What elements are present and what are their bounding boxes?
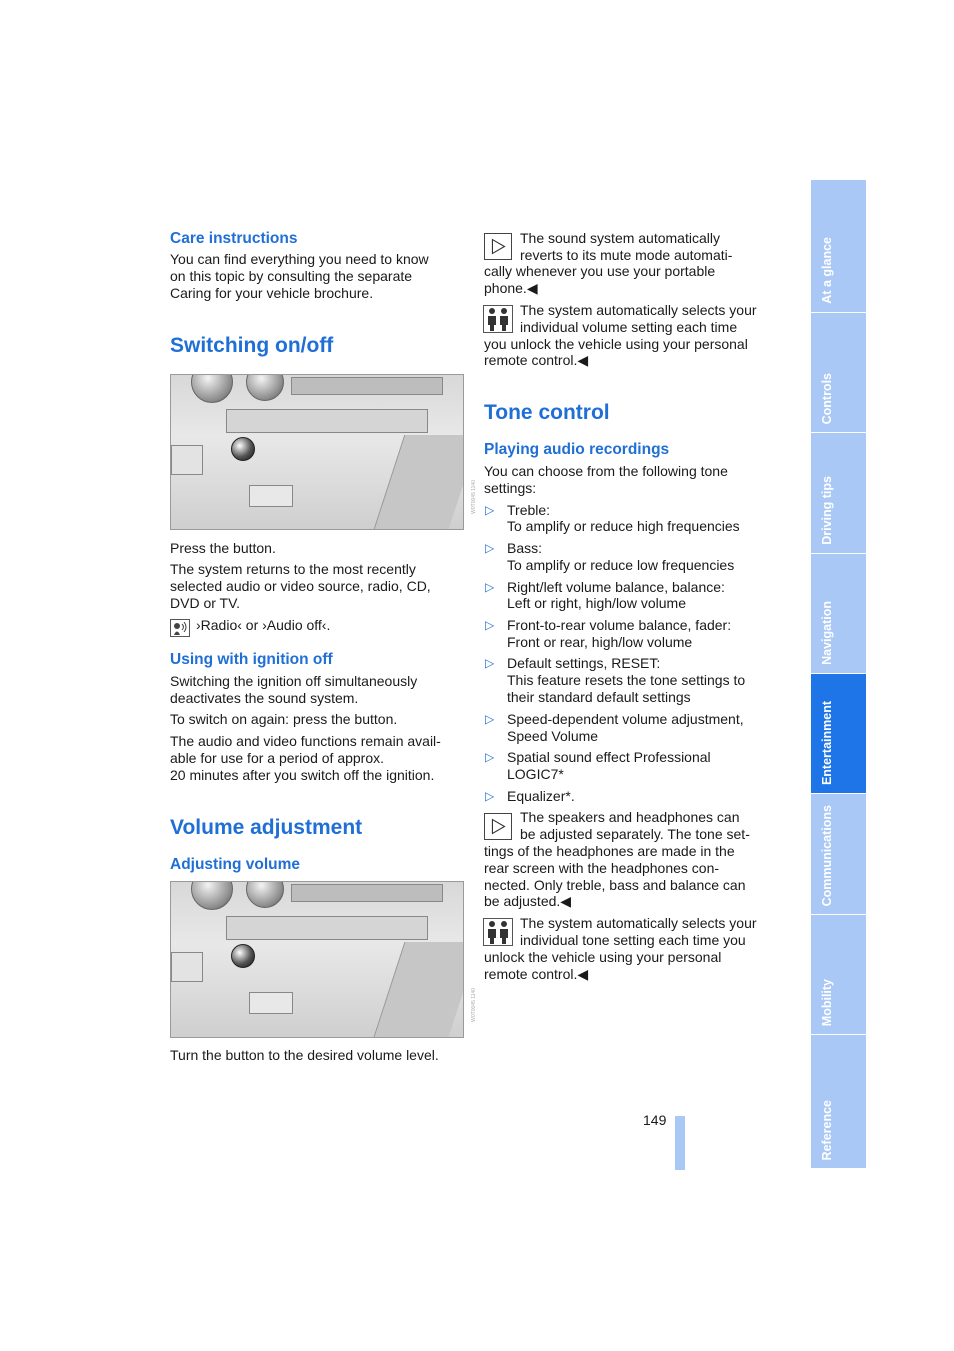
personal-profile-icon [483,918,513,946]
dash-vent [171,445,203,475]
list-item: Right/left volume balance, balance: [507,579,725,595]
key-line-1: The system automatically selects your [520,302,757,318]
tab-mobility[interactable] [811,915,866,1035]
volume-button [231,944,255,968]
ignition-heading: Using with ignition off [170,651,333,668]
list-item-detail: their standard default settings [507,689,691,705]
dashboard-figure-2 [170,881,464,1038]
dash-console [374,942,464,1037]
tone-key-line-4: remote control.◀ [484,966,589,982]
dash-slot [291,884,443,902]
tab-label: Reference [820,1099,834,1160]
list-item-detail: Left or right, high/low volume [507,595,686,611]
mute-line-4: phone.◀ [484,280,538,296]
tone-control-heading: Tone control [484,401,610,424]
tab-entertainment[interactable] [811,674,866,794]
tone-key-line-1: The system automatically selects your [520,915,757,931]
list-item: Front-to-rear volume balance, fader: [507,617,732,633]
returns-line-1: The system returns to the most recently [170,561,416,577]
dash-slot [291,377,443,395]
speakers-line-5: nected. Only treble, bass and balance can [484,877,746,893]
bullet-marker: ▷ [485,618,495,632]
tab-label: Mobility [820,978,834,1026]
key-line-2: individual volume setting each time [520,319,738,335]
ignition-line-2: deactivates the sound system. [170,690,359,706]
cd-slot [226,409,428,433]
dash-knob [246,374,284,401]
switching-heading: Switching on/off [170,334,334,357]
dash-knob [246,881,284,908]
adjusting-volume-heading: Adjusting volume [170,856,301,873]
returns-line-3: DVD or TV. [170,595,241,611]
audio-button [231,437,255,461]
dash-tray [249,992,293,1014]
list-item-detail: Front or rear, high/low volume [507,634,693,650]
speakers-line-4: rear screen with the headphones con- [484,860,720,876]
tone-key-line-3: unlock the vehicle using your personal [484,949,722,965]
list-item: Equalizer*. [507,788,575,804]
tab-label: Communications [820,804,834,906]
tab-label: At a glance [820,237,834,304]
cd-slot [226,916,428,940]
choose-line-2: settings: [484,480,537,496]
speakers-line-3: tings of the headphones are made in the [484,843,735,859]
mute-line-2: reverts to its mute mode automati- [520,247,733,263]
page-number: 149 [643,1112,667,1128]
list-item-detail: To amplify or reduce high frequencies [507,518,740,534]
tone-key-line-2: individual tone setting each time you [520,932,746,948]
bullet-marker: ▷ [485,580,495,594]
list-item: Bass: [507,540,543,556]
list-item-detail: To amplify or reduce low frequencies [507,557,735,573]
care-text-line-2: on this topic by consulting the separate [170,268,413,284]
tab-driving-tips[interactable] [811,433,866,554]
tab-controls[interactable] [811,313,866,433]
turn-text: Turn the button to the desired volume level. [170,1047,439,1063]
tab-at-a-glance[interactable] [811,180,866,313]
figure-code: W0T0045 1140 [471,988,477,1022]
tab-label: Navigation [820,601,834,665]
dash-console [374,435,464,529]
note-icon [484,813,512,840]
care-text-line-1: You can find everything you need to know [170,251,429,267]
list-item: Default settings, RESET: [507,655,661,671]
page-marker-bar [675,1116,685,1170]
speakers-line-2: be adjusted separately. The tone set- [520,826,750,842]
dashboard-figure-1 [170,374,464,530]
tab-reference[interactable] [811,1035,866,1168]
ignition-line-4: The audio and video functions remain avail- [170,733,441,749]
care-instructions-heading: Care instructions [170,230,298,247]
playing-audio-heading: Playing audio recordings [484,441,670,458]
voice-command-text: ›Radio‹ or ›Audio off‹. [196,617,331,633]
returns-line-2: selected audio or video source, radio, CD, [170,578,431,594]
bullet-marker: ▷ [485,789,495,803]
dash-knob [191,374,233,403]
bullet-marker: ▷ [485,712,495,726]
bullet-marker: ▷ [485,656,495,670]
ignition-line-5: able for use for a period of approx. [170,750,385,766]
dash-tray [249,485,293,507]
speakers-line-1: The speakers and headphones can [520,809,740,825]
list-item-detail: LOGIC7* [507,766,564,782]
tab-communications[interactable] [811,794,866,915]
tab-label: Driving tips [820,476,834,545]
tab-label: Entertainment [820,700,834,785]
list-item: Treble: [507,502,551,518]
bullet-marker: ▷ [485,503,495,517]
press-text: Press the button. [170,540,276,556]
ignition-line-1: Switching the ignition off simultaneously [170,673,418,689]
list-item-detail: Speed Volume [507,728,599,744]
ignition-line-3: To switch on again: press the button. [170,711,398,727]
dash-knob [191,881,233,910]
volume-heading: Volume adjustment [170,816,363,839]
key-line-3: you unlock the vehicle using your personal [484,336,748,352]
personal-profile-icon [483,305,513,333]
choose-line-1: You can choose from the following tone [484,463,728,479]
list-item: Spatial sound effect Professional [507,749,711,765]
list-item: Speed-dependent volume adjustment, [507,711,744,727]
figure-code: W0T0045 1140 [471,480,477,514]
key-line-4: remote control.◀ [484,352,589,368]
note-icon [484,233,512,260]
ignition-line-6: 20 minutes after you switch off the ignition. [170,767,435,783]
care-text-line-3: Caring for your vehicle brochure. [170,285,374,301]
list-item-detail: This feature resets the tone settings to [507,672,746,688]
voice-command-icon [170,619,190,637]
dash-vent [171,952,203,982]
tab-navigation[interactable] [811,554,866,674]
bullet-marker: ▷ [485,541,495,555]
mute-line-1: The sound system automatically [520,230,720,246]
speakers-line-6: be adjusted.◀ [484,893,572,909]
tab-label: Controls [820,372,834,424]
mute-line-3: cally whenever you use your portable [484,263,716,279]
bullet-marker: ▷ [485,750,495,764]
